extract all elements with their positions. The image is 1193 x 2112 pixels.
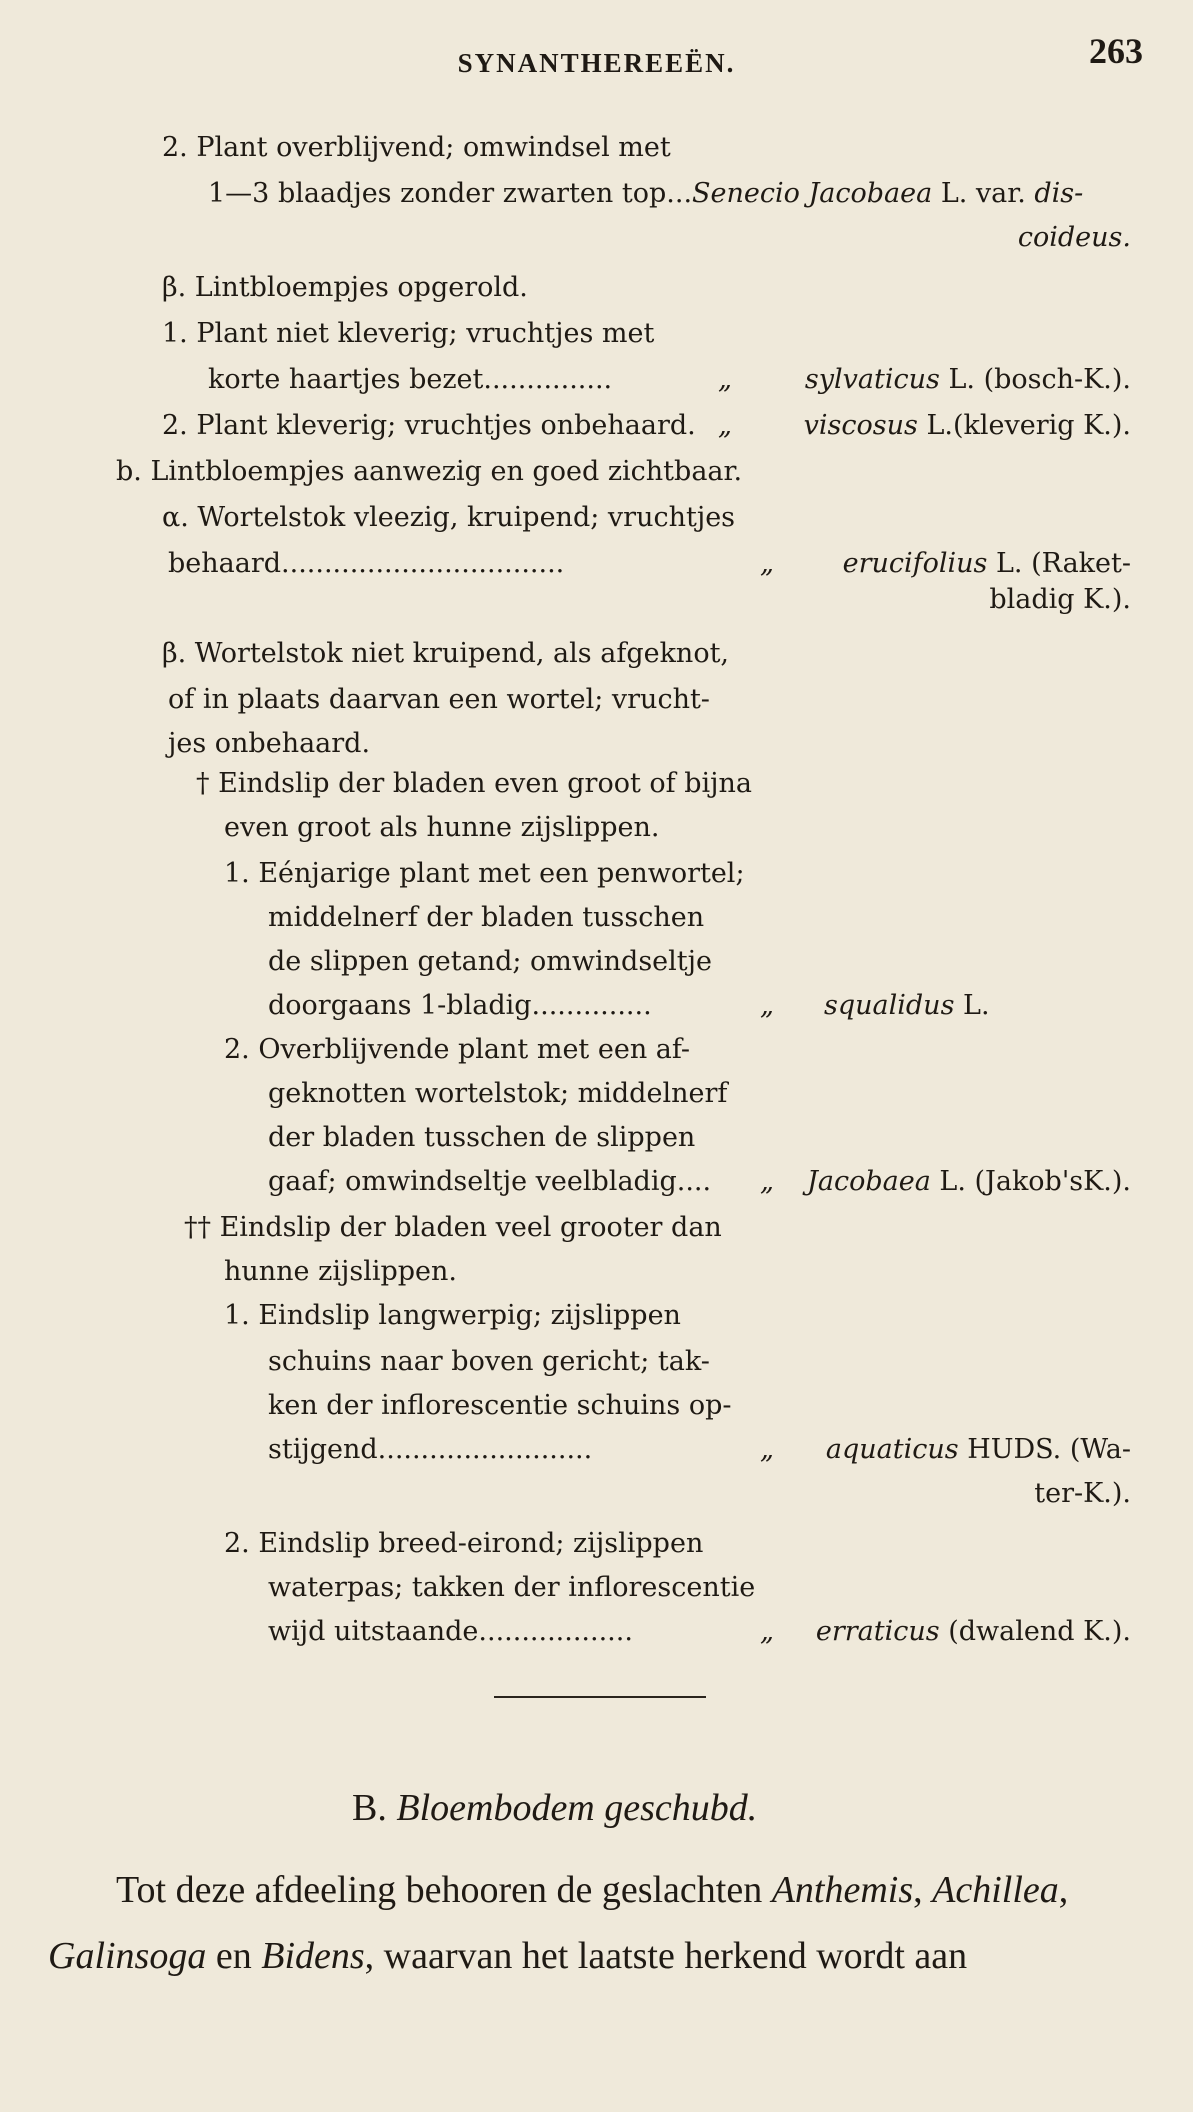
ditto-mark: „ <box>760 1616 774 1647</box>
author: L.(kleverig K.). <box>926 410 1131 441</box>
key-line: 1. Eénjarige plant met een penwortel; <box>224 858 745 889</box>
paragraph-text: Tot deze afdeeling behooren de geslachten <box>116 1869 772 1911</box>
page-number: 263 <box>1089 31 1143 71</box>
genus-name: Achillea <box>932 1869 1059 1911</box>
paragraph-text: , waarvan het laatste herkend wordt aan <box>364 1935 968 1977</box>
genus-name: Anthemis <box>771 1869 914 1911</box>
key-line: ter-K.). <box>1034 1478 1131 1509</box>
paragraph-text: , <box>913 1869 933 1911</box>
species-name: erraticus <box>815 1616 940 1647</box>
species-name: erucifolius <box>842 548 988 579</box>
paragraph-line <box>116 1868 1068 1912</box>
key-line: schuins naar boven gericht; tak- <box>268 1346 710 1377</box>
section-divider <box>494 1696 706 1698</box>
species-entry <box>816 1616 1131 1648</box>
author: L. (Raket- <box>996 548 1131 579</box>
key-line: β. Wortelstok niet kruipend, als afgeknot, <box>162 638 730 669</box>
species-name: dis- <box>1034 178 1084 209</box>
species-entry <box>843 548 1131 580</box>
paragraph-text: en <box>206 1935 262 1977</box>
key-line: ken der inflorescentie schuins op- <box>268 1390 732 1421</box>
key-line: of in plaats daarvan een wortel; vrucht- <box>168 684 710 715</box>
section-heading <box>352 1786 757 1830</box>
key-line: behaard................................. <box>168 548 565 579</box>
ditto-mark: „ <box>718 410 732 441</box>
species-name: Jacobaea <box>807 1166 931 1197</box>
key-line: middelnerf der bladen tusschen <box>268 902 705 933</box>
key-line: † Eindslip der bladen even groot of bijna <box>196 768 753 799</box>
ditto-mark: „ <box>718 364 732 395</box>
species-name: coideus. <box>1017 222 1131 253</box>
key-line: hunne zijslippen. <box>224 1256 457 1287</box>
key-line: wijd uitstaande.................. <box>268 1616 633 1647</box>
author: L. var. <box>940 178 1026 209</box>
key-line: 2. Eindslip breed-eirond; zijslippen <box>224 1528 704 1559</box>
species-name: aquaticus <box>825 1434 959 1465</box>
species-entry <box>807 1166 1131 1198</box>
species-name: squalidus <box>824 990 955 1021</box>
key-line: stijgend......................... <box>268 1434 593 1465</box>
key-line: 1. Eindslip langwerpig; zijslippen <box>224 1300 681 1331</box>
species-name: Senecio Jacobaea <box>692 178 933 209</box>
key-line: de slippen getand; omwindseltje <box>268 946 712 977</box>
key-line: bladig K.). <box>989 584 1131 615</box>
key-line: †† Eindslip der bladen veel grooter dan <box>184 1212 722 1243</box>
author: L. (bosch-K.). <box>948 364 1131 395</box>
genus-name: Galinsoga <box>48 1935 207 1977</box>
author: HUDS. (Wa- <box>967 1434 1131 1465</box>
key-line: waterpas; takken der inflorescentie <box>268 1572 756 1603</box>
author: L. <box>963 990 990 1021</box>
species-name: sylvaticus <box>804 364 940 395</box>
species-name: viscosus <box>803 410 918 441</box>
key-line: 2. Plant kleverig; vruchtjes onbehaard. <box>162 410 696 441</box>
key-line: geknotten wortelstok; middelnerf <box>268 1078 728 1109</box>
ditto-mark: „ <box>760 1166 774 1197</box>
ditto-mark: „ <box>760 990 774 1021</box>
section-title: Bloembodem geschubd. <box>396 1787 758 1829</box>
paragraph-text: , <box>1058 1869 1069 1911</box>
genus-name: Bidens <box>261 1935 365 1977</box>
key-line <box>1018 222 1131 254</box>
ditto-mark: „ <box>760 1434 774 1465</box>
key-line: korte haartjes bezet............... <box>208 364 613 395</box>
key-line: β. Lintbloempjes opgerold. <box>162 272 528 303</box>
key-line: 2. Plant overblijvend; omwindsel met <box>162 132 671 163</box>
key-line: jes onbehaard. <box>168 728 371 759</box>
key-line <box>208 178 1083 210</box>
species-entry <box>805 364 1131 396</box>
key-line: der bladen tusschen de slippen <box>268 1122 696 1153</box>
species-entry <box>824 990 990 1022</box>
key-line: even groot als hunne zijslippen. <box>224 812 660 843</box>
running-header: SYNANTHEREEËN. <box>457 48 736 78</box>
key-line: b. Lintbloempjes aanwezig en goed zichtbaar. <box>116 456 743 487</box>
key-line: 2. Overblijvende plant met een af- <box>224 1034 691 1065</box>
author: (dwalend K.). <box>948 1616 1131 1647</box>
key-line: α. Wortelstok vleezig, kruipend; vruchtjes <box>162 502 736 533</box>
key-text: 1—3 blaadjes zonder zwarten top... <box>208 178 693 209</box>
ditto-mark: „ <box>760 548 774 579</box>
key-line: gaaf; omwindseltje veelbladig.... <box>268 1166 712 1197</box>
species-entry <box>826 1434 1131 1466</box>
paragraph-line <box>48 1934 967 1978</box>
author: L. (Jakob'sK.). <box>939 1166 1131 1197</box>
key-line: doorgaans 1-bladig.............. <box>268 990 652 1021</box>
species-entry <box>804 410 1131 442</box>
key-line: 1. Plant niet kleverig; vruchtjes met <box>162 318 655 349</box>
section-letter: B. <box>352 1787 387 1829</box>
